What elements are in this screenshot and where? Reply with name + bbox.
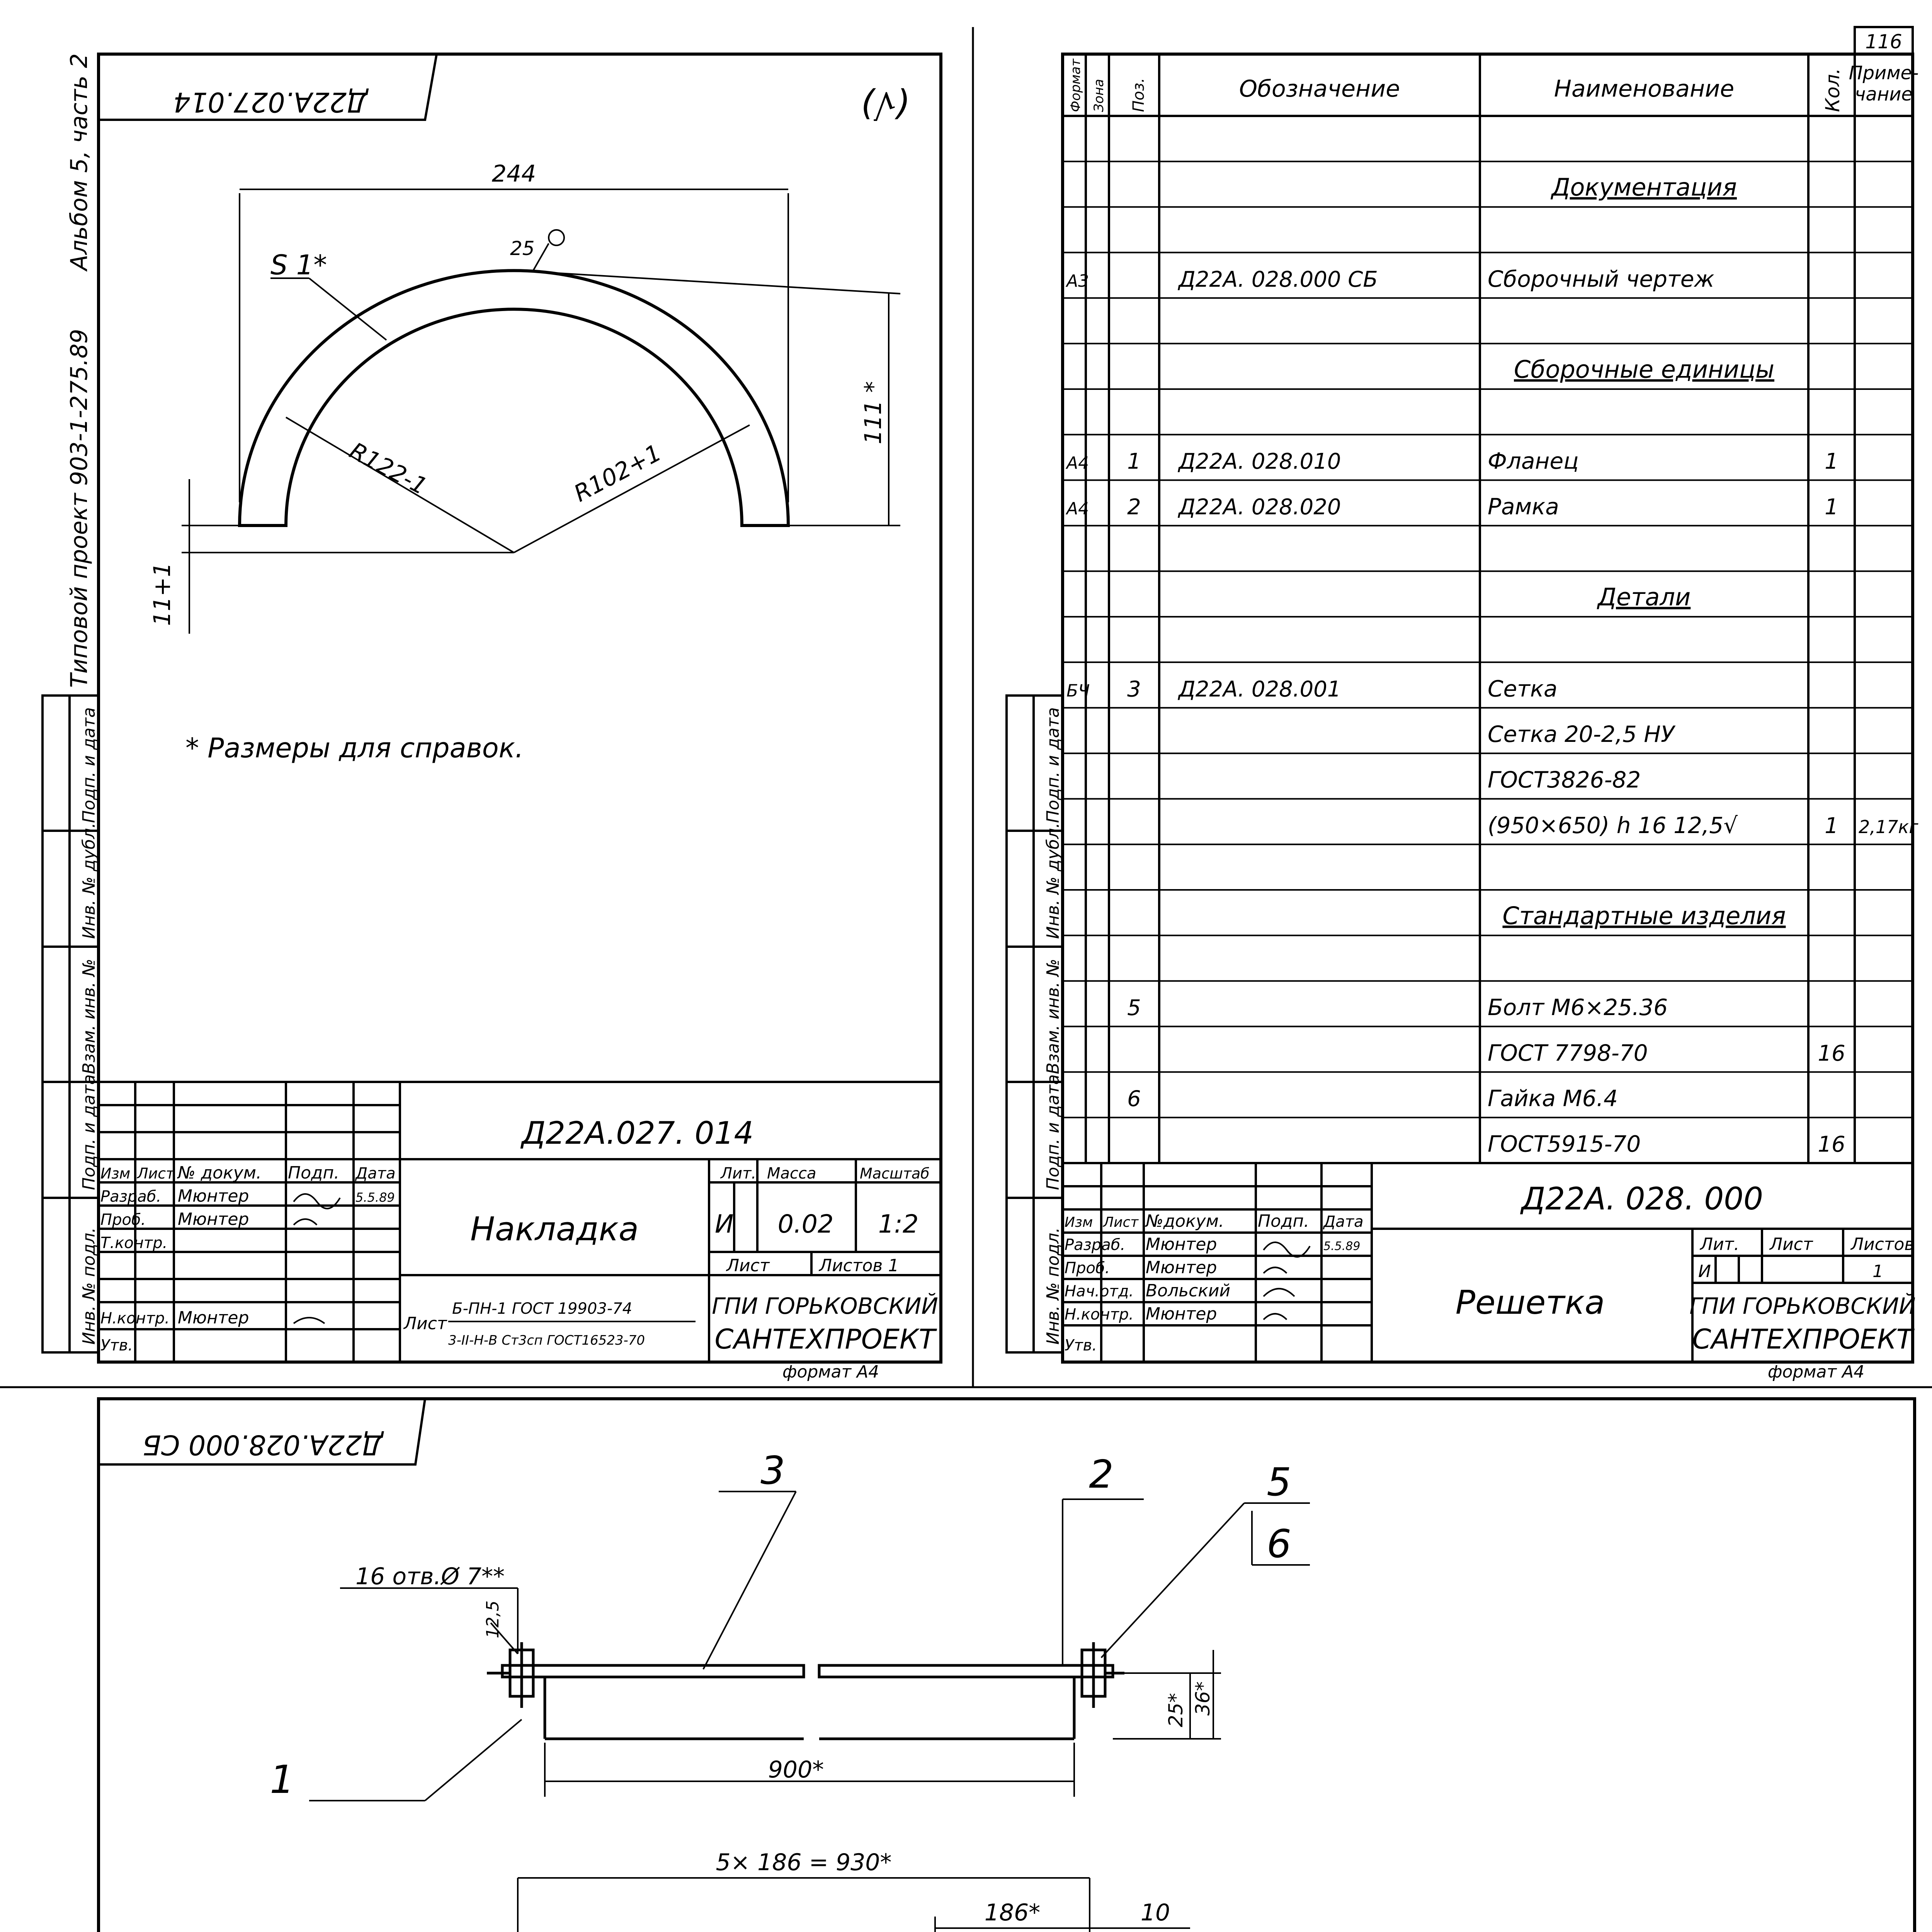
spec-tb-h-sheet: Лист	[1770, 1235, 1813, 1254]
dim-111: 111 *	[860, 381, 887, 444]
spec-row-name: Рамка	[1488, 493, 1559, 520]
spec-row-format: А4	[1066, 498, 1089, 519]
dim-244: 244	[492, 160, 536, 187]
spec-tb-name-0: Мюнтер	[1146, 1235, 1217, 1254]
part1-format: формат А4	[782, 1362, 879, 1382]
spec-tb-h-sheets: Листов	[1851, 1235, 1915, 1254]
spec-row-pos: 1	[1127, 449, 1141, 474]
spec-row-pos: 2	[1127, 494, 1141, 520]
spec-tb-name: Решетка	[1455, 1284, 1605, 1322]
dim-roughness-25: 25	[510, 237, 535, 260]
part1-tb-name: Накладка	[470, 1210, 639, 1248]
spec-row-name: Сборочные единицы	[1514, 355, 1775, 384]
spec-row-format: А4	[1066, 453, 1089, 473]
spec-h-designation: Обозначение	[1239, 75, 1400, 102]
part1-tb-mass: 0.02	[777, 1210, 834, 1239]
dim-36: 36*	[1192, 1681, 1214, 1716]
spec-row-name: Болт М6×25.36	[1488, 994, 1668, 1021]
part1-tb-name-4: Мюнтер	[178, 1308, 249, 1328]
spec-h-qty: Кол.	[1821, 68, 1844, 112]
part1-tb-org-2: САНТЕХПРОЕКТ	[714, 1323, 935, 1355]
part1-tb-h-list: Лист	[137, 1165, 175, 1182]
part1-code-mirror: Д22А.027.014	[173, 86, 368, 118]
spec-tb-h-list: Лист	[1103, 1214, 1139, 1230]
spec-tb-name-3: Мюнтер	[1146, 1304, 1217, 1324]
dim-r122: R122-1	[345, 437, 432, 500]
sheet-number: 116	[1865, 31, 1902, 53]
spec-row-name: Стандартные изделия	[1502, 901, 1786, 930]
spec-row-note: 2,17кг	[1859, 816, 1918, 837]
spec-row-name: ГОСТ3826-82	[1488, 766, 1641, 793]
dim-s1: S 1*	[270, 249, 327, 281]
dim-11: 11+1	[149, 562, 176, 626]
spec-tb-role-1: Проб.	[1065, 1259, 1110, 1277]
dim-900: 900*	[768, 1756, 824, 1783]
spec-tb-role-2: Нач.отд.	[1065, 1282, 1134, 1300]
part1-tb-h-massa: Масса	[767, 1165, 816, 1182]
spec-row-designation: Д22А. 028.010	[1179, 449, 1341, 474]
part1-tb-role-4: Н.контр.	[100, 1310, 170, 1327]
spec-tb-code: Д22А. 028. 000	[1521, 1181, 1764, 1217]
spec-row-name: Гайка М6.4	[1488, 1085, 1618, 1112]
spec-h-pos: Поз.	[1130, 78, 1148, 112]
part1-tb-h-lit: Лит.	[721, 1165, 757, 1182]
spec-row-name: Документация	[1551, 173, 1737, 202]
spec-row-format: А3	[1066, 271, 1089, 291]
spec-tb-h-lit: Лит.	[1700, 1235, 1740, 1254]
spec-h-format: Формат	[1068, 59, 1083, 112]
spec-row-name: ГОСТ 7798-70	[1488, 1039, 1648, 1066]
spec-tb-name-1: Мюнтер	[1146, 1258, 1217, 1277]
part1-tb-h-data: Дата	[355, 1165, 396, 1182]
spec-tb-sheets-val: 1	[1872, 1262, 1883, 1281]
part1-tb-h-sheets: Листов 1	[819, 1256, 899, 1276]
part1-tb-role-5: Утв.	[100, 1337, 133, 1354]
callout-2: 2	[1089, 1452, 1114, 1497]
spec-h-zone: Зона	[1091, 79, 1107, 112]
spec-h-note-1: Приме-	[1849, 62, 1919, 84]
spec-h-note-2: чание	[1855, 83, 1913, 105]
spec-margin-label-1: Инв. № подл.	[1043, 1227, 1063, 1345]
spec-row-pos: 3	[1127, 677, 1141, 702]
margin-label-3: Взам. инв. №	[79, 959, 99, 1074]
spec-row-pos: 6	[1127, 1086, 1141, 1112]
spec-tb-h-podp: Подп.	[1258, 1211, 1310, 1231]
part1-tb-role-1: Проб.	[100, 1211, 146, 1229]
spec-tb-org-1: ГПИ ГОРЬКОВСКИЙ	[1689, 1293, 1916, 1319]
spec-row-qty: 1	[1825, 813, 1838, 838]
spec-row-designation: Д22А. 028.020	[1179, 494, 1341, 520]
spec-row-qty: 1	[1825, 494, 1838, 520]
spec-row-name: ГОСТ5915-70	[1488, 1131, 1641, 1157]
spec-margin-label-3: Взам. инв. №	[1043, 959, 1063, 1074]
dim-r102: R102+1	[570, 439, 666, 508]
spec-row-name: Сетка	[1488, 675, 1558, 702]
spec-margin-label-5: Подп. и дата	[1043, 707, 1063, 823]
spec-format: формат А4	[1767, 1362, 1865, 1382]
part1-tb-h-masshtab: Масштаб	[860, 1165, 930, 1182]
part1-tb-name-1: Мюнтер	[178, 1209, 249, 1229]
part1-tb-name-0: Мюнтер	[178, 1186, 249, 1206]
spec-margin-label-2: Подп. и дата	[1043, 1074, 1063, 1190]
part1-tb-material-1: Б-ПН-1 ГОСТ 19903-74	[452, 1300, 633, 1318]
spec-row-qty: 1	[1825, 449, 1838, 474]
callout-3: 3	[760, 1448, 785, 1493]
roughness-symbol: (√)	[860, 84, 910, 125]
dim-rough-12-5: 12,5	[483, 1600, 503, 1638]
dim-holes: 16 отв.Ø 7**	[355, 1563, 505, 1590]
spec-row-name: Сборочный чертеж	[1488, 265, 1714, 292]
callout-6: 6	[1267, 1521, 1291, 1566]
spec-tb-name-2: Вольский	[1146, 1281, 1231, 1301]
margin-label-5: Подп. и дата	[79, 707, 99, 823]
spec-row-name: (950×650) h 16 12,5√	[1488, 812, 1738, 838]
part1-tb-h-izm: Изм	[100, 1165, 131, 1182]
spec-row-qty: 16	[1818, 1132, 1845, 1157]
spec-tb-role-4: Утв.	[1065, 1337, 1097, 1354]
spec-margin-label-4: Инв. № дубл.	[1043, 822, 1063, 939]
spec-h-name: Наименование	[1554, 75, 1735, 102]
part1-tb-date: 5.5.89	[355, 1190, 395, 1205]
margin-label-1: Инв. № подл.	[79, 1227, 99, 1345]
dim-930: 5× 186 = 930*	[716, 1849, 892, 1876]
part1-tb-material-prefix: Лист	[404, 1314, 447, 1333]
spec-row-name: Детали	[1597, 583, 1691, 611]
part1-tb-h-doc: № докум.	[178, 1163, 262, 1183]
spec-tb-h-izm: Изм	[1065, 1214, 1093, 1230]
dim-10-top: 10	[1140, 1899, 1170, 1926]
callout-5: 5	[1267, 1459, 1291, 1505]
spec-tb-h-doc: №докум.	[1146, 1211, 1224, 1231]
project-label: Типовой проект 903-1-275.89	[66, 329, 93, 688]
part1-note: * Размеры для справок.	[185, 732, 524, 764]
part1-tb-scale: 1:2	[878, 1210, 919, 1239]
spec-row-name: Сетка 20-2,5 НУ	[1488, 721, 1675, 748]
part1-tb-material-2: 3-II-Н-В Ст3сп ГОСТ16523-70	[448, 1333, 645, 1348]
spec-tb-role-3: Н.контр.	[1065, 1306, 1134, 1323]
album-label: Альбом 5, часть 2	[66, 53, 93, 270]
dim-25: 25*	[1165, 1693, 1187, 1727]
margin-label-2: Подп. и дата	[79, 1074, 99, 1190]
part1-tb-h-podp: Подп.	[288, 1163, 340, 1183]
spec-row-qty: 16	[1818, 1041, 1845, 1066]
callout-1: 1	[270, 1757, 294, 1802]
dim-186: 186*	[984, 1899, 1041, 1926]
part1-tb-role-2: Т.контр.	[100, 1234, 168, 1252]
part1-tb-lit: И	[715, 1210, 734, 1239]
part1-tb-code: Д22А.027. 014	[521, 1115, 754, 1151]
spec-row-format: БЧ	[1066, 681, 1090, 701]
asm-code-mirror: Д22А.028.000 СБ	[142, 1429, 383, 1461]
spec-row-name: Фланец	[1488, 448, 1579, 474]
spec-tb-date: 5.5.89	[1323, 1240, 1361, 1253]
margin-label-4: Инв. № дубл.	[79, 822, 99, 939]
spec-tb-role-0: Разраб.	[1065, 1236, 1126, 1254]
spec-tb-lit: И	[1698, 1262, 1711, 1281]
spec-row-designation: Д22А. 028.001	[1179, 677, 1341, 702]
part1-tb-h-sheet: Лист	[726, 1256, 770, 1276]
spec-tb-org-2: САНТЕХПРОЕКТ	[1692, 1323, 1913, 1355]
spec-row-pos: 5	[1127, 995, 1141, 1021]
part1-tb-org-1: ГПИ ГОРЬКОВСКИЙ	[712, 1293, 938, 1319]
spec-tb-h-data: Дата	[1323, 1213, 1364, 1231]
spec-row-designation: Д22А. 028.000 СБ	[1179, 267, 1378, 292]
part1-tb-role-0: Разраб.	[100, 1188, 162, 1206]
